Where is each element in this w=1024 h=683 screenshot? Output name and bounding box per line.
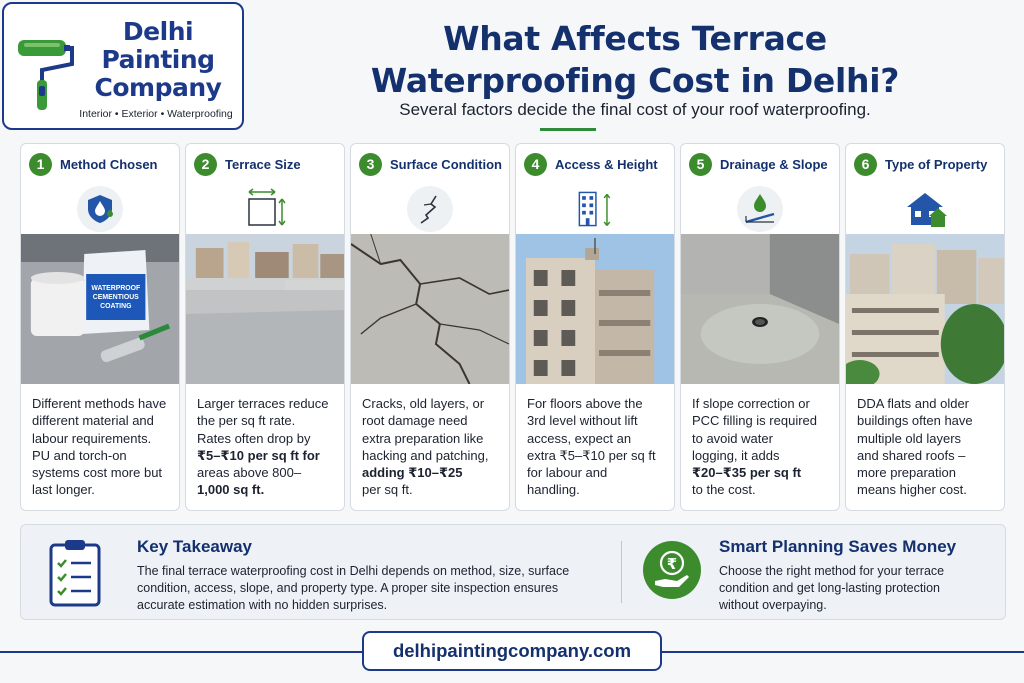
card-title: Drainage & Slope bbox=[720, 156, 828, 172]
logo-line-1: Delhi bbox=[122, 17, 194, 46]
crack-icon bbox=[407, 186, 453, 232]
shield-water-drop-icon bbox=[77, 186, 123, 232]
logo-name bbox=[74, 18, 242, 102]
page-title-line-2: Waterproofing Cost in Delhi? bbox=[370, 61, 900, 100]
factor-cards bbox=[20, 143, 1006, 511]
rupee-hand-icon bbox=[643, 541, 701, 599]
card-title: Access & Height bbox=[555, 156, 658, 172]
factor-card-size bbox=[185, 143, 345, 511]
card-photo bbox=[681, 234, 839, 384]
card-description: Cracks, old layers, or root damage need extra preparation like hacking and patching, adding ₹10–₹25 per sq ft. bbox=[362, 396, 489, 498]
smart-planning-text: Choose the right method for your terrace condition and get long-lasting protection without overpaying. bbox=[719, 564, 945, 612]
key-takeaway-text: The final terrace waterproofing cost in Delhi depends on method, size, surface condition, access, slope, and property type. A proper site inspection ensures accurate estimation with no hidden surprises. bbox=[137, 564, 570, 612]
card-title: Surface Condition bbox=[390, 156, 502, 172]
card-photo bbox=[186, 234, 344, 384]
logo-tagline: Interior • Exterior • Waterproofing bbox=[79, 108, 233, 120]
step-number: 3 bbox=[359, 153, 382, 176]
card-description: Different methods have different material and labour requirements. PU and torch-on systems cost more but last longer. bbox=[32, 396, 167, 498]
card-description: Larger terraces reduce the per sq ft rate. Rates often drop by ₹5–₹10 per sq ft for areas above 800– 1,000 sq ft. bbox=[197, 396, 329, 498]
clipboard-checklist-icon bbox=[45, 537, 105, 609]
building-height-icon bbox=[572, 186, 618, 232]
page-title bbox=[260, 18, 1010, 102]
company-logo bbox=[2, 2, 244, 130]
card-photo bbox=[351, 234, 509, 384]
card-description: If slope correction or PCC filling is required to avoid water logging, it adds ₹20–₹35 per sq ft to the cost. bbox=[692, 396, 817, 498]
bag-label-2: CEMENTIOUS bbox=[92, 293, 139, 302]
factor-card-surface bbox=[350, 143, 510, 511]
slope-drop-icon bbox=[737, 186, 783, 232]
smart-planning-title: Smart Planning Saves Money bbox=[719, 537, 957, 556]
card-title: Type of Property bbox=[885, 156, 988, 172]
step-number: 2 bbox=[194, 153, 217, 176]
card-photo bbox=[21, 234, 179, 384]
factor-card-access bbox=[515, 143, 675, 511]
factor-card-property bbox=[845, 143, 1005, 511]
card-photo bbox=[516, 234, 674, 384]
card-header bbox=[681, 144, 839, 184]
factor-card-method bbox=[20, 143, 180, 511]
website-link[interactable]: delhipaintingcompany.com bbox=[362, 631, 662, 671]
bag-label-3: COATING bbox=[100, 302, 132, 311]
card-header bbox=[846, 144, 1004, 184]
page-subtitle: Several factors decide the final cost of your roof waterproofing. bbox=[399, 100, 871, 119]
step-number: 4 bbox=[524, 153, 547, 176]
card-title: Terrace Size bbox=[225, 156, 301, 172]
step-number: 1 bbox=[29, 153, 52, 176]
card-header bbox=[516, 144, 674, 184]
square-measure-icon bbox=[242, 186, 288, 232]
card-header bbox=[351, 144, 509, 184]
step-number: 6 bbox=[854, 153, 877, 176]
key-takeaway-title: Key Takeaway bbox=[137, 537, 252, 556]
logo-line-2: Painting bbox=[101, 45, 215, 74]
card-header bbox=[21, 144, 179, 184]
card-title: Method Chosen bbox=[60, 156, 158, 172]
factor-card-drainage bbox=[680, 143, 840, 511]
card-description: DDA flats and older buildings often have multiple old layers and shared roofs – more preparation means higher cost. bbox=[857, 396, 973, 498]
card-header bbox=[186, 144, 344, 184]
page-title-line-1: What Affects Terrace bbox=[443, 19, 827, 58]
step-number: 5 bbox=[689, 153, 712, 176]
paint-roller-icon bbox=[14, 34, 74, 116]
panel-divider bbox=[621, 541, 622, 603]
house-icon bbox=[902, 186, 948, 232]
summary-panel bbox=[20, 524, 1006, 620]
card-description: For floors above the 3rd level without lift access, expect an extra ₹5–₹10 per sq ft for labour and handling. bbox=[527, 396, 656, 498]
card-photo bbox=[846, 234, 1004, 384]
logo-line-3: Company bbox=[94, 73, 222, 102]
bag-label-1: WATERPROOF bbox=[91, 284, 141, 293]
rupee-symbol: ₹ bbox=[666, 555, 678, 573]
subtitle-underline bbox=[540, 128, 596, 131]
